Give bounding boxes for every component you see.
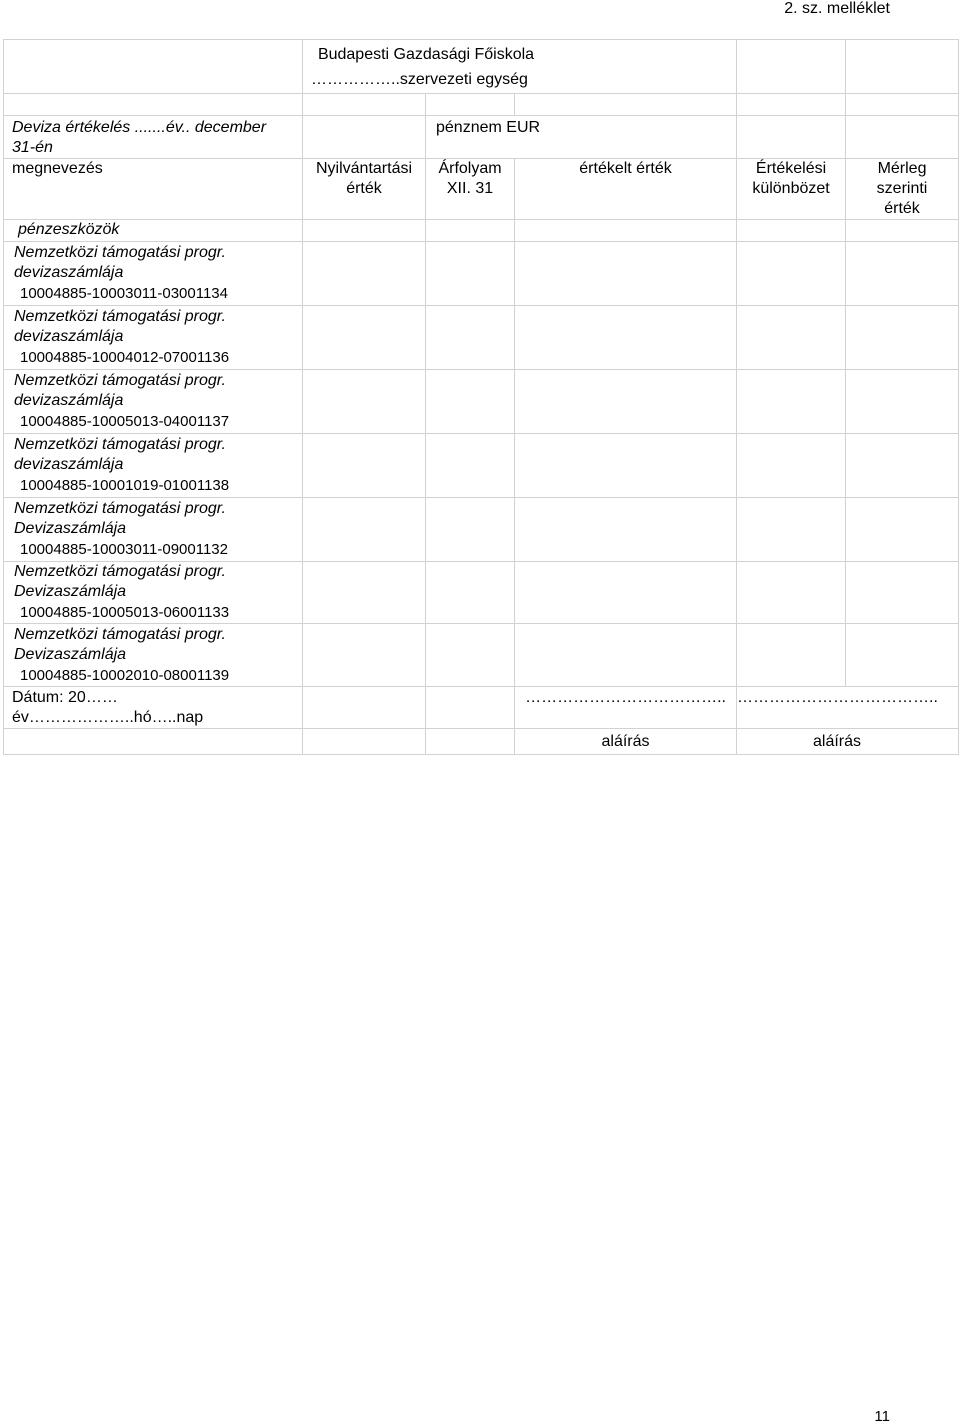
empty-cell — [4, 40, 303, 94]
date-field: Dátum: 20……év………………..hó…..nap — [4, 687, 303, 729]
empty-cell — [303, 116, 426, 159]
account-number: 10004885-10003011-03001134 — [20, 285, 228, 302]
col-name-header: megnevezés — [4, 159, 303, 220]
section-row — [4, 220, 959, 242]
account-cell — [4, 434, 303, 498]
account-row — [4, 242, 959, 306]
account-cell — [4, 306, 303, 370]
signature-label-row — [4, 729, 959, 755]
account-sub: Devizaszámlája — [14, 645, 127, 663]
account-number: 10004885-10001019-01001138 — [20, 477, 230, 494]
empty-cell — [846, 40, 959, 94]
account-sub: devizaszámlája — [14, 392, 124, 409]
title-line2: 31-én — [12, 139, 53, 156]
institution-name: Budapesti Gazdasági Főiskola — [317, 46, 535, 63]
empty-cell — [846, 116, 959, 159]
account-number: 10004885-10002010-08001139 — [20, 666, 230, 684]
title-line1: Deviza értékelés .......év.. december — [12, 119, 267, 136]
account-sub: Devizaszámlája — [14, 520, 127, 537]
account-number: 10004885-10004012-07001136 — [20, 349, 230, 366]
col-balance-header: Mérleg szerinti érték — [846, 159, 959, 220]
account-number: 10004885-10005013-04001137 — [20, 413, 230, 430]
institution-cell — [303, 40, 737, 94]
signature-label-2: aláírás — [813, 732, 862, 750]
account-cell — [4, 498, 303, 562]
account-cell — [4, 562, 303, 624]
account-number: 10004885-10005013-06001133 — [20, 604, 230, 621]
account-label: Nemzetközi támogatási progr. — [14, 563, 226, 580]
account-cell — [4, 242, 303, 306]
org-unit: ……………..szervezeti egység — [311, 71, 528, 88]
account-row — [4, 434, 959, 498]
annex-label: 2. sz. melléklet — [784, 0, 890, 17]
section-label: pénzeszközök — [4, 220, 303, 242]
currency-cell — [426, 116, 737, 159]
account-label: Nemzetközi támogatási progr. — [14, 244, 226, 261]
column-header-row — [4, 159, 959, 220]
account-label: Nemzetközi támogatási progr. — [14, 436, 226, 453]
currency-label: pénznem EUR — [436, 119, 541, 136]
signature-label-2-cell — [737, 729, 959, 755]
account-label: Nemzetközi támogatási progr. — [14, 372, 226, 389]
title-row — [4, 116, 959, 159]
empty-cell — [737, 40, 846, 94]
account-row — [4, 306, 959, 370]
account-row — [4, 370, 959, 434]
col-rate-header: Árfolyam XII. 31 — [426, 159, 515, 220]
signature-label-1: aláírás — [515, 729, 737, 755]
account-label: Nemzetközi támogatási progr. — [14, 625, 226, 643]
page-number: 11 — [874, 1408, 890, 1425]
empty-cell — [737, 116, 846, 159]
valuation-form-table — [3, 39, 959, 755]
account-label: Nemzetközi támogatási progr. — [14, 308, 226, 325]
account-sub: Devizaszámlája — [14, 583, 127, 600]
account-number: 10004885-10003011-09001132 — [20, 541, 228, 558]
col-book-value-header: Nyilvántartási érték — [303, 159, 426, 220]
date-row — [4, 687, 959, 729]
account-sub: devizaszámlája — [14, 264, 124, 281]
account-cell — [4, 370, 303, 434]
title-cell — [4, 116, 303, 159]
account-label: Nemzetközi támogatási progr. — [14, 500, 226, 517]
account-row — [4, 498, 959, 562]
account-row — [4, 624, 959, 687]
account-sub: devizaszámlája — [14, 456, 124, 473]
signature-line-2-cell — [737, 687, 959, 729]
spacer-row — [4, 94, 959, 116]
col-valued-header: értékelt érték — [515, 159, 737, 220]
col-diff-header: Értékelési különbözet — [737, 159, 846, 220]
institution-row — [4, 40, 959, 94]
signature-line-1: ……………………………….. — [515, 687, 737, 729]
account-sub: devizaszámlája — [14, 328, 124, 345]
account-cell — [4, 624, 303, 687]
account-row — [4, 562, 959, 624]
signature-line-2: ……………………………….. — [737, 689, 938, 706]
